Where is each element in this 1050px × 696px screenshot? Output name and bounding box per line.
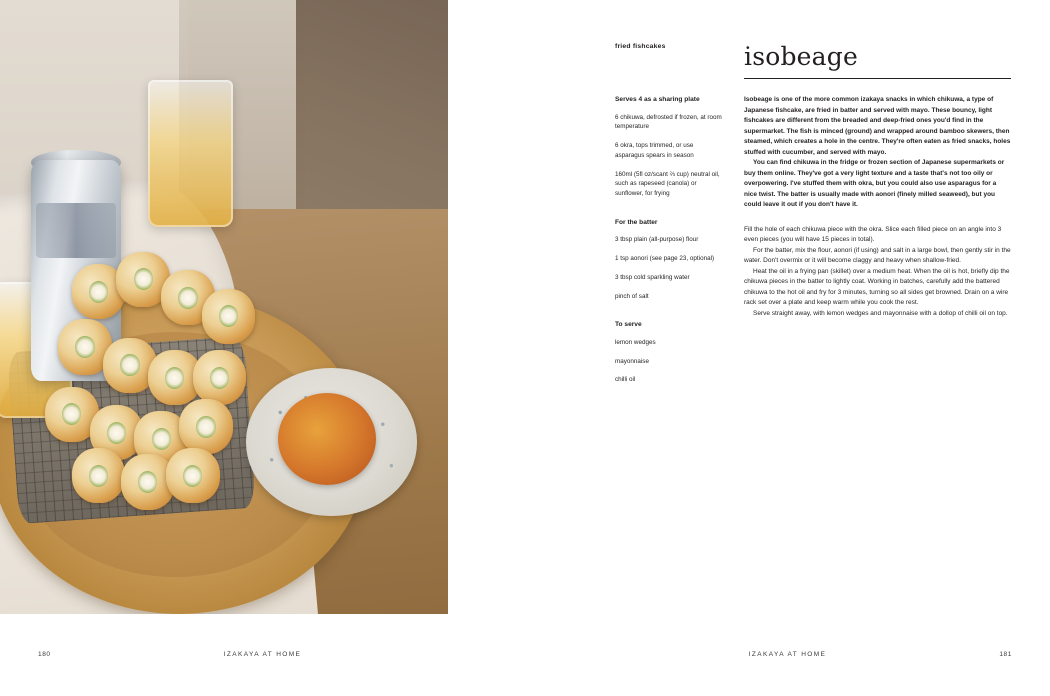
- photo-fishcake-piece: [202, 289, 256, 344]
- spacer: [615, 208, 723, 218]
- ingredient-item: 6 chikuwa, defrosted if frozen, at room temperature: [615, 113, 722, 131]
- intro-text: [744, 95, 1011, 211]
- ingredient-item: 1 tsp aonori (see page 23, optional): [615, 255, 715, 263]
- photo-beer-can-label: [36, 203, 117, 258]
- ingredient-item: pinch of salt: [615, 292, 649, 300]
- method-paragraph: Serve straight away, with lemon wedges and mayonnaise with a dollop of chilli oil on top.: [753, 309, 1008, 317]
- batter-heading: For the batter: [615, 218, 658, 226]
- ingredient-item: 3 tbsp cold sparkling water: [615, 273, 690, 281]
- running-footer-left: IZAKAYA AT HOME: [223, 651, 302, 658]
- photo-chilli-oil-dish: [278, 393, 377, 485]
- body-column: [744, 95, 1011, 319]
- ingredient-item: 6 okra, tops trimmed, or use asparagus spears in season: [615, 142, 694, 159]
- page-title: isobeage: [744, 41, 858, 71]
- spacer: [615, 310, 723, 320]
- ingredient-item: mayonnaise: [615, 357, 649, 365]
- intro-paragraph: You can find chikuwa in the fridge or frozen section of Japanese supermarkets or buy them online. They've got a very light texture and a taste that's not too oily or overpowering. I've stuffed them with okra, but you could also use asparagus for a nice twist. The batter is usually made with aonori (finely milled seaweed), but you could leave it out if you don't have it.: [744, 159, 1005, 209]
- photo-fishcake-piece: [72, 448, 126, 503]
- to-serve-heading: To serve: [615, 321, 642, 329]
- photo-fishcake-piece: [166, 448, 220, 503]
- method-paragraph: Heat the oil in a frying pan (skillet) over a medium heat. When the oil is hot, briefly dip the chikuwa pieces in the batter to lightly coat. Working in batches, carefully add the battered chikuwa to the hot oil and fry for 3 minutes, turning so all sides get browned. Drain on a wire rack set over a plate and keep warm while you cook the rest.: [744, 267, 1010, 307]
- photo-beer-glass-back: [148, 80, 233, 227]
- intro-paragraph: Isobeage is one of the more common izakaya snacks in which chikuwa, a type of Japanese fishcake, are fried in batter and served with mayo. These bouncy, light fishcakes are different from the breaded and deep-fried ones you'd find in the supermarket. The fish is minced (ground) and wrapped around bamboo skewers, then steamed, which creates a hole in the centre. They're often eaten as fried snacks, holes stuffed with cucumber, and served with mayo.: [744, 96, 1011, 156]
- serves-heading: Serves 4 as a sharing plate: [615, 96, 700, 103]
- method-text: [744, 225, 1011, 320]
- photo-fishcake-piece: [193, 350, 247, 405]
- recipe-photograph: [0, 0, 448, 614]
- running-footer-right: IZAKAYA AT HOME: [748, 651, 827, 658]
- page-number-left: 180: [38, 651, 51, 658]
- method-paragraph: Fill the hole of each chikuwa piece with the okra. Slice each filled piece on an angle into 3 even pieces (you will have 15 pieces in total).: [744, 225, 1002, 244]
- title-divider: [744, 78, 1011, 79]
- page-number-right: 181: [999, 651, 1012, 658]
- right-page: [525, 0, 1050, 696]
- recipe-kicker: fried fishcakes: [615, 43, 666, 50]
- ingredients-column: [615, 95, 723, 394]
- ingredient-item: chilli oil: [615, 376, 636, 384]
- method-paragraph: For the batter, mix the flour, aonori (if using) and salt in a large bowl, then gently stir in the water. Don't overmix or it will become claggy and heavy when shallow-fried.: [744, 246, 1011, 265]
- ingredient-item: 160ml (5fl oz/scant ⅔ cup) neutral oil, such as rapeseed (canola) or sunflower, for frying: [615, 170, 720, 198]
- photo-fishcake-piece: [179, 399, 233, 454]
- ingredient-item: lemon wedges: [615, 338, 656, 346]
- ingredient-item: 3 tbsp plain (all-purpose) flour: [615, 236, 699, 244]
